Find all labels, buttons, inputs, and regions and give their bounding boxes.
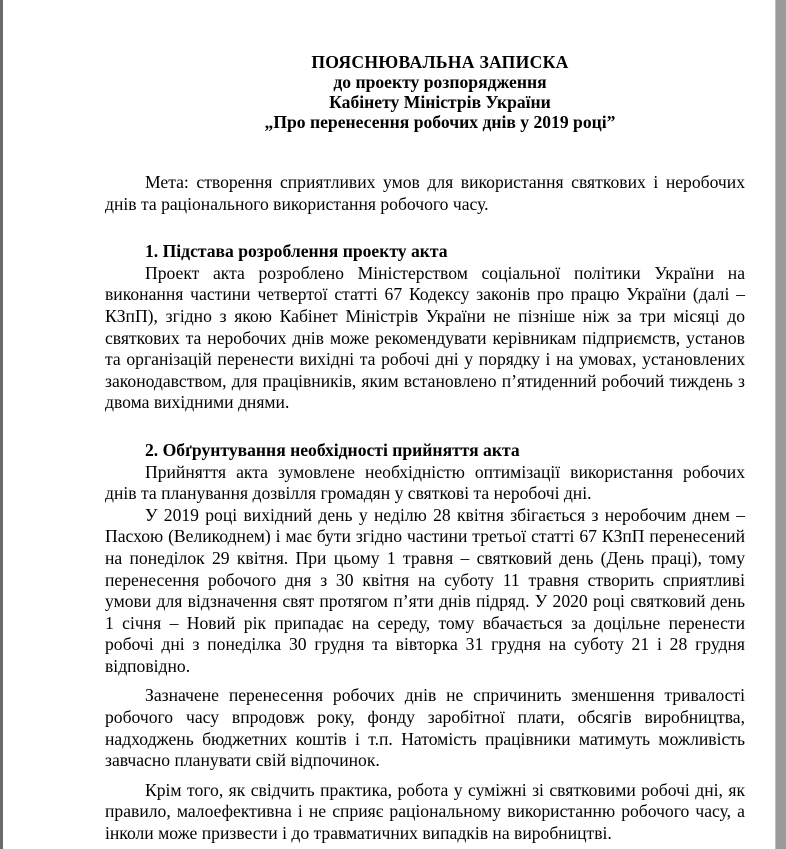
document-page [3, 0, 775, 849]
goal-paragraph: Мета: створення сприятливих умов для використання святкових і неробочих днів та раціонального використання робочого часу. [105, 172, 745, 214]
section-2-paragraph-3: Зазначене перенесення робочих днів не спричинить зменшення тривалості робочого часу впродовж року, фонду заробітної плати, обсягів виробництва, надходжень бюджетних коштів і т.п. Натомість працівники матимуть можливість завчасно планувати свій відпочинок. [105, 685, 745, 771]
title-line-2: до проекту розпорядження [333, 72, 547, 92]
document-title [105, 52, 745, 132]
section-1-heading: 1. Підстава розроблення проекту акта [145, 241, 448, 262]
section-1-paragraph: Проект акта розроблено Міністерством соціальної політики України на виконання частини четвертої статті 67 Кодексу законів про працю України (далі – КЗпП), згідно з якою Кабінет Міністрів України не пізніше ніж за три місяці до святкових та неробочих днів може рекомендувати керівникам підприємств, установ та організацій перенести вихідні та робочі дні у порядку і на умовах, установлених законодавством, для працівників, яким встановлено п’ятиденний робочий тиждень з двома вихідними днями. [105, 262, 745, 413]
document-body [105, 172, 745, 845]
section-2-heading: 2. Обґрунтування необхідності прийняття акта [145, 439, 520, 460]
title-line-1: ПОЯСНЮВАЛЬНА ЗАПИСКА [311, 52, 569, 72]
section-2-paragraph-4: Крім того, як свідчить практика, робота у суміжні зі святковими робочі дні, як правило, малоефективна і не сприяє раціональному використанню робочого часу, а інколи може призвести і до травматичних випадків на виробництві. [105, 779, 745, 844]
section-2-paragraph-1: Прийняття акта зумовлене необхідністю оптимізації використання робочих днів та планування дозвілля громадян у святкові та неробочі дні. [105, 461, 745, 504]
title-line-4: „Про перенесення робочих днів у 2019 році” [264, 112, 616, 132]
title-line-3: Кабінету Міністрів України [329, 92, 551, 112]
viewer-scrollbar[interactable] [775, 0, 786, 849]
section-2-paragraph-2: У 2019 році вихідний день у неділю 28 квітня збігається з неробочим днем – Пасхою (Великоднем) і має бути згідно частини третьої статті 67 КЗпП перенесений на понеділок 29 квітня. При цьому 1 травня – святковий день (День праці), тому перенесення робочого дня з 30 квітня на суботу 11 травня створить сприятливі умови для відзначення свят протягом п’яти днів підряд. У 2020 році святковий день 1 січня – Новий рік припадає на середу, тому вбачається за доцільне перенести робочі дні з понеділка 30 грудня та вівторка 31 грудня на суботу 21 і 28 грудня відповідно. [105, 504, 745, 676]
